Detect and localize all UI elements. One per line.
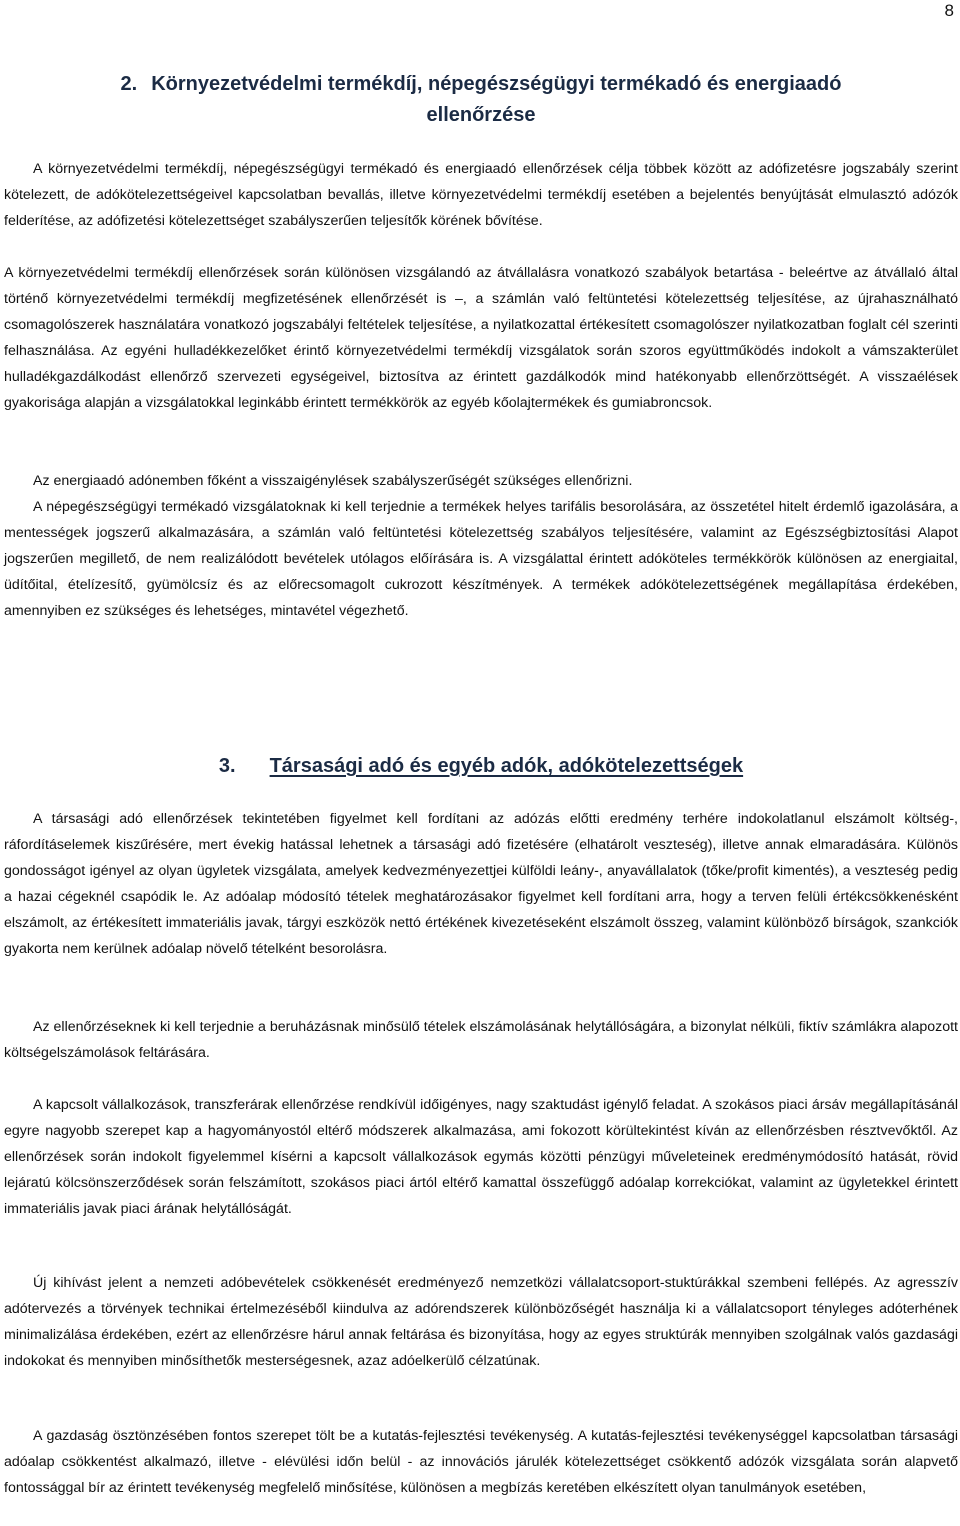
- section-2-paragraph-3: Az energiaadó adónemben főként a visszaigénylések szabályszerűségét szükséges ellenőrizni.: [33, 473, 633, 489]
- section-3-paragraph-1: A társasági adó ellenőrzések tekintetében figyelmet kell fordítani az adózás előtti eredmény terhére indokolatlanul elszámolt költség-, ráfordításelemek kiszűrésére, mert évekig hatással lehetnek a társasági adó fizetésére (elhatárolt veszteség), illetve annak elmaradására. Különös gondosságot igényel az olyan ügyletek vizsgálata, amelyek kedvezményezettjei külföldi leány-, anyavállalatok (tőke/profit kimentés), a veszteség pedig a hazai cégeknél csapódik le. Az adóalap módosító tételek meghatározásakor figyelmet kell fordítani arra, hogy a terven felüli értékcsökkenésként elszámolt, az értékesített immateriális javak, tárgyi eszközök nettó értékének kivezetéseként elszámolt összeg, valamint különböző bírságok, szankciók gyakorta nem kerülnek adóalap növelő tételként besorolásra.: [4, 811, 958, 957]
- section-3-heading: [4, 751, 958, 782]
- section-3-title: Társasági adó és egyéb adók, adókötelezettségek: [269, 755, 744, 777]
- section-3-paragraph-3: A kapcsolt vállalkozások, transzferárak ellenőrzése rendkívül időigényes, nagy szaktudást igénylő feladat. A szokásos piaci ársáv megállapításánál egyre nagyobb szerepet kap a hagyományostól eltérő módszerek alkalmazása, ami fokozott körültekintést kíván az ellenőrzésben résztvevőktől. Az ellenőrzések során indokolt figyelemmel kísérni a kapcsolt vállalkozások egymás közötti pénzügyi műveleteinek eredménymódosító hatását, rövid lejáratú kölcsönszerződések során felszámított, szokásos piaci ártól eltérő kamattal összefüggő adóalap korrekciókat, valamint az ügyletekkel érintett immateriális javak piaci árának helytállóságát.: [4, 1097, 958, 1217]
- section-2-heading-line2: [4, 100, 958, 131]
- section-2-paragraph-2: A környezetvédelmi termékdíj ellenőrzések során különösen vizsgálandó az átvállalásra vonatkozó szabályok betartása - beleértve az átvállaló által történő környezetvédelmi termékdíj megfizetésének ellenőrzését is –, a számlán való feltüntetési kötelezettség teljesítése, az újrahasználható csomagolószerek használatára vonatkozó jogszabályi feltételek teljesítése, a nyilatkozattal értékesített csomagolószer nyilatkozatban foglalt cél szerinti felhasználása. Az egyéni hulladékkezelőket érintő környezetvédelmi termékdíj vizsgálatok során szoros együttműködés indokolt a vámszakterület hulladékgazdálkodást ellenőrző szervezeti egységeivel, biztosítva az érintett gazdálkodók mind hatékonyabb ellenőrzöttségét. A visszaélések gyakorisága alapján a vizsgálatokkal leginkább érintett termékkörök az egyéb kőolajtermékek és gumiabroncsok.: [4, 265, 958, 411]
- section-2-heading-line1: [4, 69, 958, 100]
- section-2-paragraph-4: A népegészségügyi termékadó vizsgálatoknak ki kell terjednie a termékek helyes tarifális besorolására, az összetétel hitelt érdemlő igazolására, a mentességek jogszerű alkalmazására, a számlán való feltüntetési kötelezettség szabályos teljesítésére, valamint az Egészségbiztosítási Alapot jogszerűen megillető, de nem realizálódott bevételek utólagos előírására is. A vizsgálattal érintett adóköteles termékkörök különösen az energiaital, üdítőital, ételízesítő, gyümölcsíz és az előrecsomagolt cukrozott készítmények. A termékek adókötelezettségének megállapítása érdekében, amennyiben ez szükséges és lehetséges, mintavétel végezhető.: [4, 499, 958, 619]
- section-3-number: 3.: [218, 755, 236, 777]
- page-number: 8: [944, 1, 954, 20]
- section-2-number: 2.: [120, 73, 138, 95]
- section-3-paragraph-5: A gazdaság ösztönzésében fontos szerepet tölt be a kutatás-fejlesztési tevékenység. A kutatás-fejlesztési tevékenységgel kapcsolatban társasági adóalap csökkentést alkalmazó, illetve - elévülési időn belül - az innovációs járulék kötelezettséget csökkentő adózók vizsgálata során alapvető fontossággal bír az érintett tevékenység megfelelő minősítése, különösen a megbízás keretében elkészített olyan tanulmányok esetében,: [4, 1428, 958, 1496]
- section-3-paragraph-4: Új kihívást jelent a nemzeti adóbevételek csökkenését eredményező nemzetközi vállalatcsoport-stuktúrákkal szembeni fellépés. Az agresszív adótervezés a törvények technikai értelmezéséből kiindulva az adórendszerek különbözőségét használja ki a vállalatcsoport tényleges adóterhének minimalizálása érdekében, ezért az ellenőrzésre hárul annak feltárása és bizonyítása, hogy az egyes struktúrák mennyiben szolgálnak valós gazdasági indokokat és mennyiben minősíthetők mesterségesnek, azaz adóelkerülő célzatúnak.: [4, 1275, 958, 1369]
- section-2-title-line1: Környezetvédelmi termékdíj, népegészségügyi termékadó és energiaadó: [151, 73, 842, 95]
- section-3-paragraph-2: Az ellenőrzéseknek ki kell terjednie a beruházásnak minősülő tételek elszámolásának helytállóságára, a bizonylat nélküli, fiktív számlákra alapozott költségelszámolások feltárására.: [4, 1019, 958, 1061]
- section-2-title-line2: ellenőrzése: [426, 104, 536, 126]
- section-2-paragraph-1: A környezetvédelmi termékdíj, népegészségügyi termékadó és energiaadó ellenőrzések célja többek között az adófizetésre jogszabály szerint kötelezett, de adókötelezettségeivel kapcsolatban bevallás, illetve környezetvédelmi termékdíj esetében a bejelentés benyújtását elmulasztó adózók felderítése, az adófizetési kötelezettséget szabályszerűen teljesítők körének bővítése.: [4, 161, 958, 229]
